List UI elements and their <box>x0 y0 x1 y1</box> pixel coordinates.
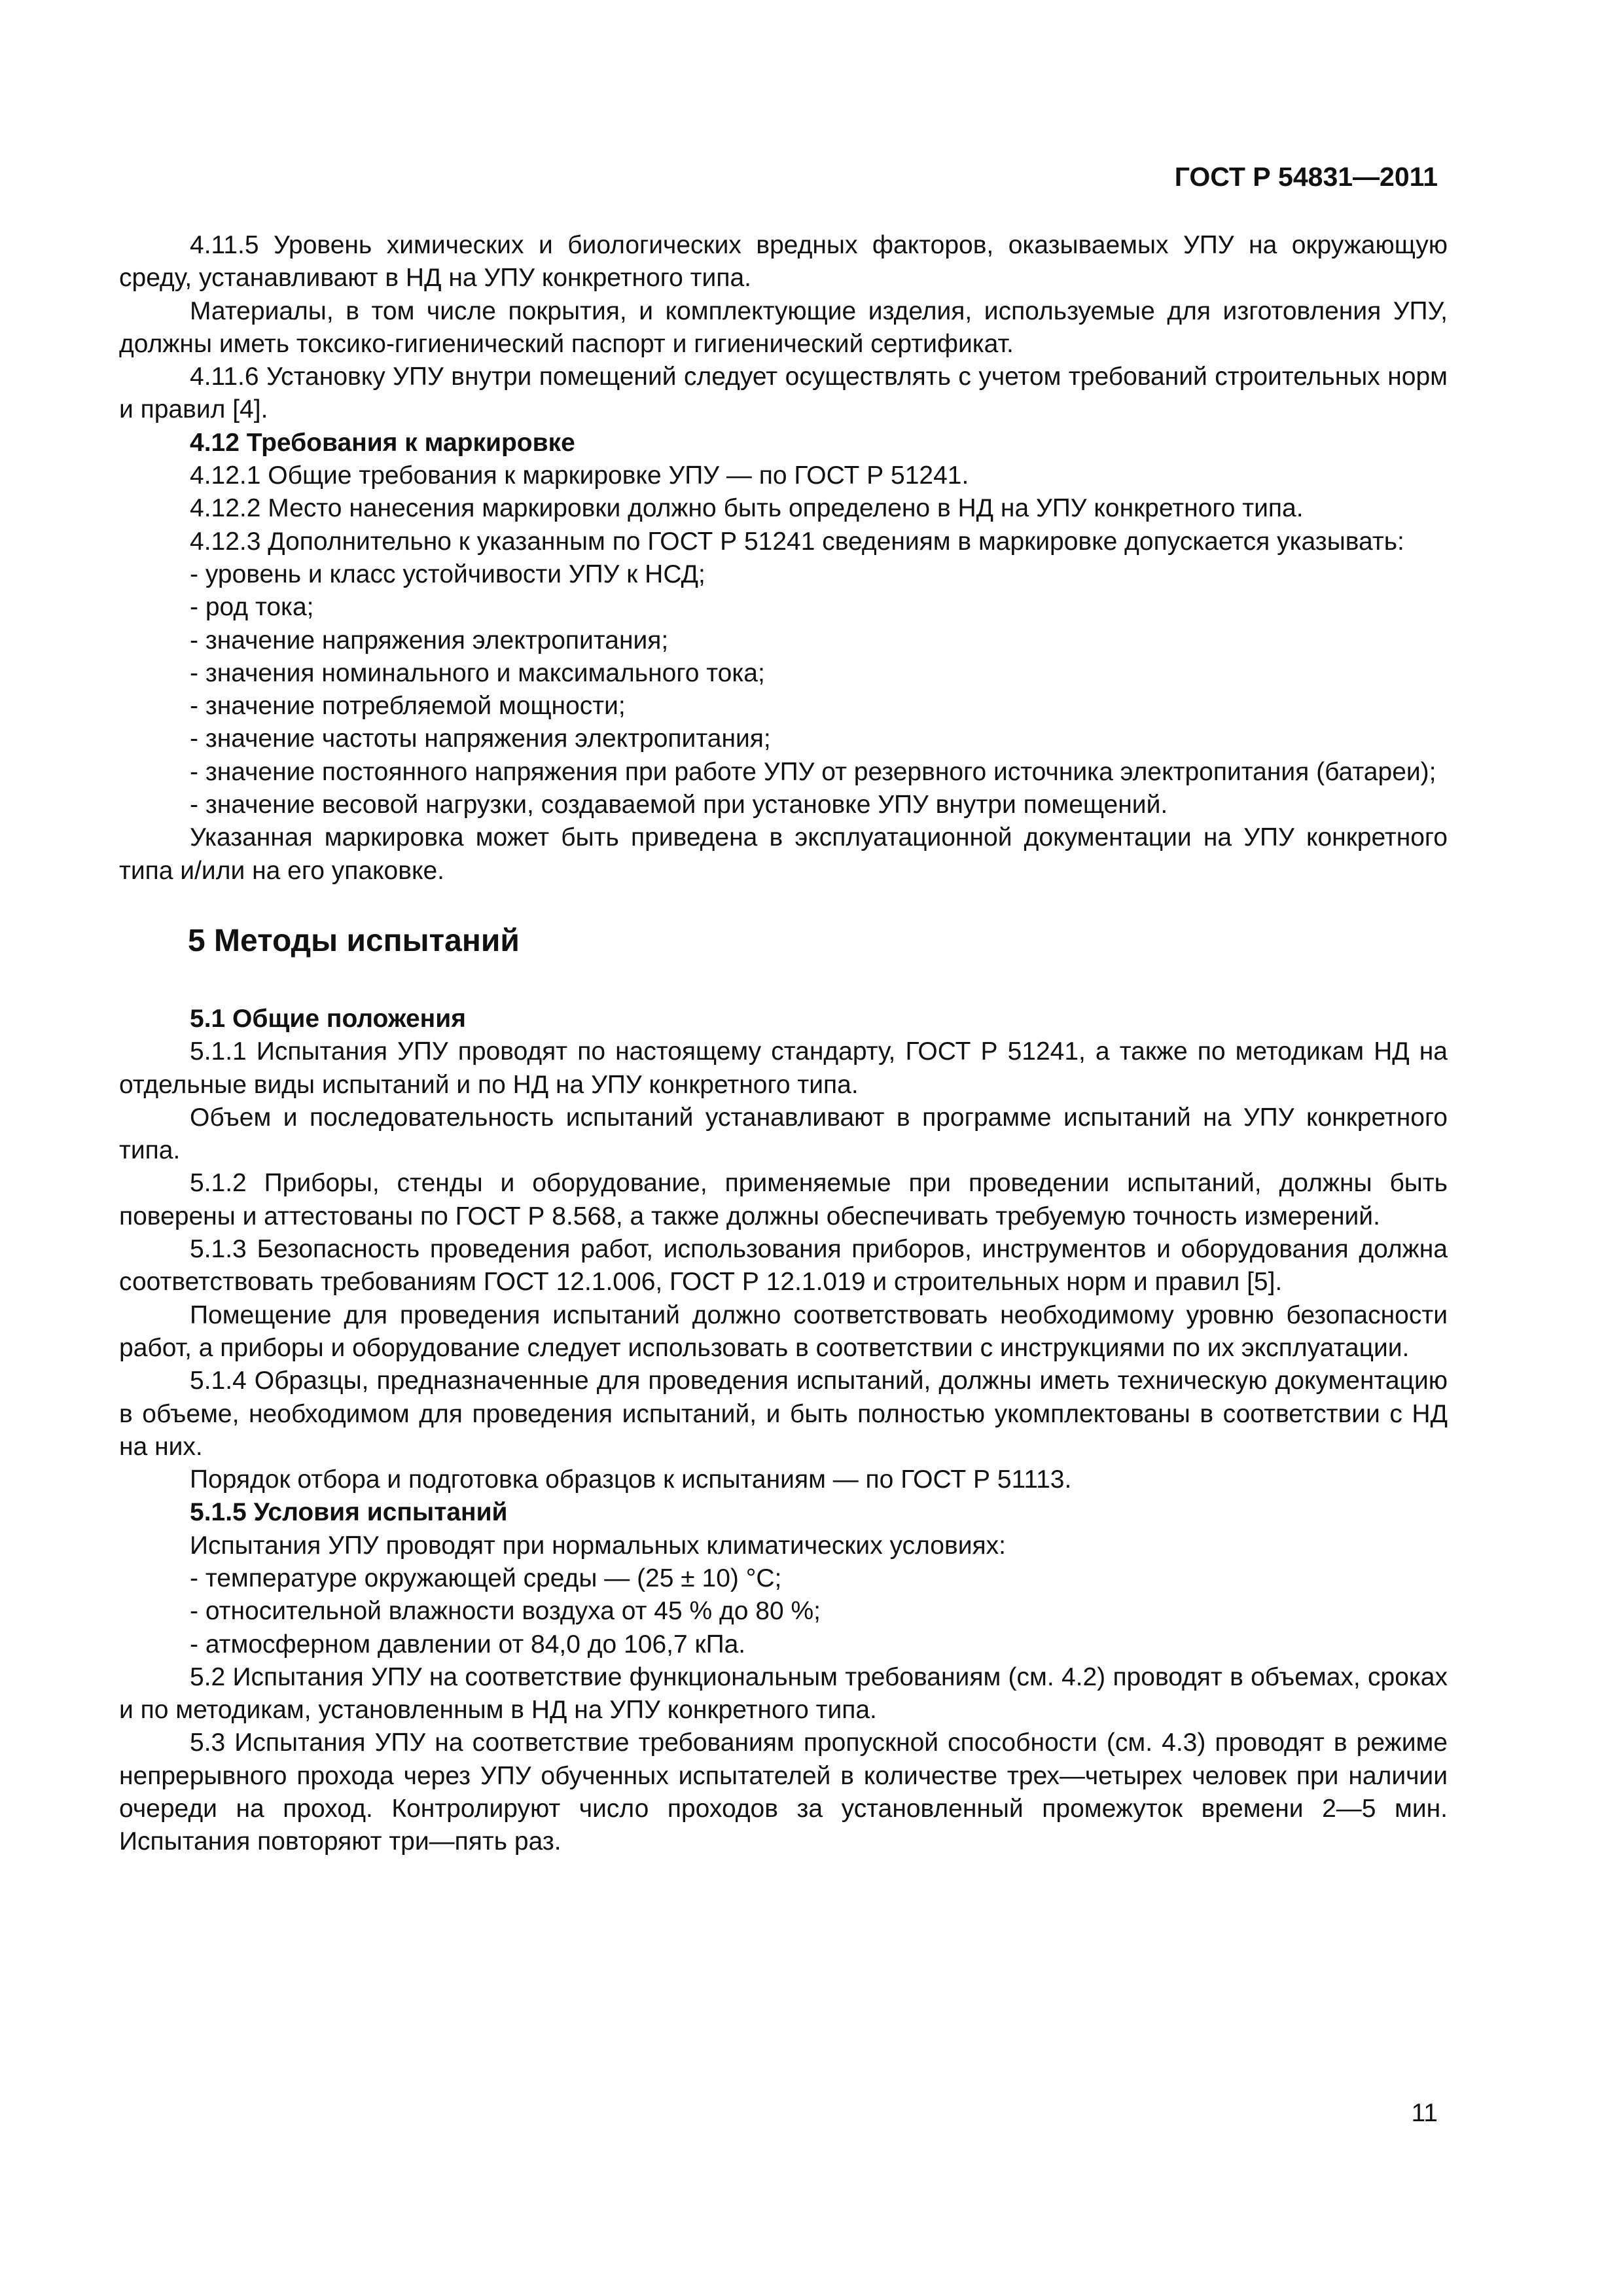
marking-list-item: - значение напряжения электропитания; <box>190 626 669 655</box>
paragraph-5-1-4: 5.1.4 Образцы, предназначенные для проведения испытаний, должны иметь техническую документацию в объеме, необходимом для проведения испытаний, и быть полностью укомплектованы в соответствии с НД на них. <box>119 1367 1448 1461</box>
paragraph-5-3: 5.3 Испытания УПУ на соответствие требованиям пропускной способности (см. 4.3) проводят в режиме непрерывного прохода через УПУ обученных испытателей в количестве трех—четырех человек при наличии очереди на проход. Контролируют число проходов за установленный промежуток времени 2—5 мин. Испытания повторяют три—пять раз. <box>119 1729 1448 1856</box>
paragraph-volume: Объем и последовательность испытаний устанавливают в программе испытаний на УПУ конкретного типа. <box>119 1103 1448 1165</box>
paragraph-4-12-2: 4.12.2 Место нанесения маркировки должно быть определено в НД на УПУ конкретного типа. <box>190 494 1304 523</box>
paragraph-conditions: Испытания УПУ проводят при нормальных климатических условиях: <box>190 1531 1006 1560</box>
paragraph-4-12-3: 4.12.3 Дополнительно к указанным по ГОСТ Р 51241 сведениям в маркировке допускается указывать: <box>190 527 1404 556</box>
condition-list-item: - атмосферном давлении от 84,0 до 106,7 кПа. <box>190 1630 746 1659</box>
section-heading-5-1: 5.1 Общие положения <box>190 1004 466 1033</box>
section-heading-4-12: 4.12 Требования к маркировке <box>190 428 575 457</box>
paragraph-materials: Материалы, в том числе покрытия, и комплектующие изделия, используемые для изготовления УПУ, должны иметь токсико-гигиенический паспорт и гигиенический сертификат. <box>119 296 1448 358</box>
marking-list-item: - значения номинального и максимального тока; <box>190 658 765 687</box>
paragraph-4-12-1: 4.12.1 Общие требования к маркировке УПУ — по ГОСТ Р 51241. <box>190 461 969 490</box>
document-body <box>119 229 1448 1859</box>
paragraph-sampling: Порядок отбора и подготовка образцов к испытаниям — по ГОСТ Р 51113. <box>190 1465 1072 1494</box>
page-number: 11 <box>1411 2099 1438 2127</box>
paragraph-marking-note: Указанная маркировка может быть приведена в эксплуатационной документации на УПУ конкретного типа и/или на его упаковке. <box>119 823 1448 885</box>
marking-list-item: - род тока; <box>190 593 314 622</box>
paragraph-5-1-1: 5.1.1 Испытания УПУ проводят по настоящему стандарту, ГОСТ Р 51241, а также по методикам НД на отдельные виды испытаний и по НД на УПУ конкретного типа. <box>119 1037 1448 1099</box>
section-heading-5-1-5: 5.1.5 Условия испытаний <box>190 1498 508 1527</box>
paragraph-5-1-3: 5.1.3 Безопасность проведения работ, использования приборов, инструментов и оборудования должна соответствовать требованиям ГОСТ 12.1.006, ГОСТ Р 12.1.019 и строительных норм и правил [5]. <box>119 1235 1448 1297</box>
paragraph-4-11-5: 4.11.5 Уровень химических и биологических вредных факторов, оказываемых УПУ на окружающую среду, устанавливают в НД на УПУ конкретного типа. <box>119 231 1448 293</box>
marking-list-item: - значение постоянного напряжения при работе УПУ от резервного источника электропитания (батареи); <box>190 757 1436 786</box>
document-header: ГОСТ Р 54831—2011 <box>1174 162 1438 192</box>
condition-list-item: - температуре окружающей среды — (25 ± 10) °С; <box>190 1564 782 1592</box>
paragraph-5-2: 5.2 Испытания УПУ на соответствие функциональным требованиям (см. 4.2) проводят в объемах, сроках и по методикам, установленным в НД на УПУ конкретного типа. <box>119 1662 1448 1725</box>
marking-list-item: - уровень и класс устойчивости УПУ к НСД; <box>190 560 705 588</box>
marking-list-item: - значение частоты напряжения электропитания; <box>190 725 771 753</box>
paragraph-5-1-2: 5.1.2 Приборы, стенды и оборудование, применяемые при проведении испытаний, должны быть поверены и аттестованы по ГОСТ Р 8.568, а также должны обеспечивать требуемую точность измерений. <box>119 1169 1448 1230</box>
paragraph-room: Помещение для проведения испытаний должно соответствовать необходимому уровню безопасности работ, а приборы и оборудование следует использовать в соответствии с инструкциями по их эксплуатации. <box>119 1300 1448 1362</box>
condition-list-item: - относительной влажности воздуха от 45 % до 80 %; <box>190 1597 821 1626</box>
section-heading-5: 5 Методы испытаний <box>188 923 520 958</box>
paragraph-4-11-6: 4.11.6 Установку УПУ внутри помещений следует осуществлять с учетом требований строительных норм и правил [4]. <box>119 363 1448 424</box>
marking-list-item: - значение весовой нагрузки, создаваемой при установке УПУ внутри помещений. <box>190 791 1168 819</box>
marking-list-item: - значение потребляемой мощности; <box>190 692 626 721</box>
